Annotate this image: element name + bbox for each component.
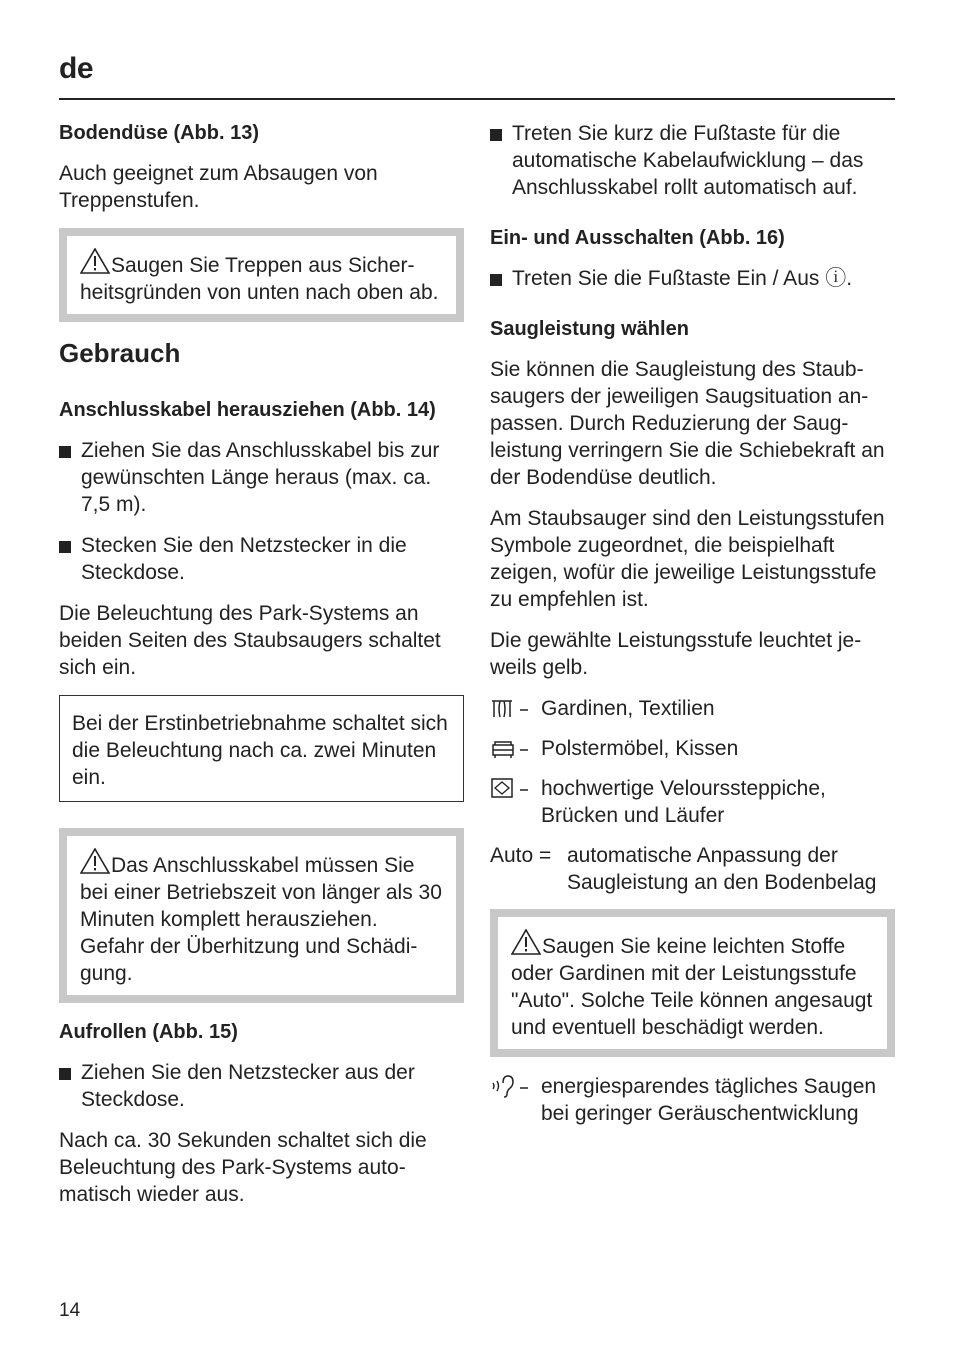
saugleistung-text-2: Am Staubsauger sind den Leistungsstufen Symbole zugeordnet, die beispielhaft zeigen, wofür die jeweilige Leistungsstufe zu empfehlen ist. (490, 507, 885, 611)
carpet-icon (490, 775, 540, 802)
language-tag: de (59, 52, 94, 85)
warning-box-stairs (59, 228, 464, 322)
symbol-text: energiesparendes tägliches Saugen bei geringer Geräuschentwicklung (541, 1075, 877, 1125)
symbol-text: Gardinen, Textilien (541, 697, 715, 720)
list-item (490, 265, 895, 292)
list-item-text: Treten Sie die Fußtaste Ein / Aus ⓘ. (512, 267, 853, 290)
symbol-text: Polstermöbel, Kissen (541, 737, 739, 760)
warning-text: Das Anschlusskabel müssen Sie bei einer Betriebszeit von länger als 30 Minuten komplett herausziehen. Gefahr der Überhitzung und Schädigung. (80, 854, 442, 985)
section-title-gebrauch: Gebrauch (59, 338, 181, 368)
note-box: Bei der Erstinbetriebnahme schaltet sich die Beleuchtung nach ca. zwei Minuten ein. (59, 695, 464, 802)
bullet-square-icon (59, 446, 71, 458)
beleuchtung-text: Die Beleuchtung des Park-Systems an beiden Seiten des Staubsaugers schaltet sich ein. (59, 602, 441, 679)
symbol-row-carpet (490, 775, 895, 829)
page-number: 14 (59, 1300, 81, 1321)
warning-triangle-icon (511, 929, 541, 955)
list-item (59, 532, 464, 586)
warning-triangle-icon (80, 248, 110, 274)
symbol-row-eco (490, 1073, 895, 1127)
list-item-text: Ziehen Sie das Anschlusskabel bis zur gewünschten Länge heraus (max. ca. 7,5 m). (81, 439, 440, 516)
aufrollen-heading: Aufrollen (Abb. 15) (59, 1021, 238, 1043)
auto-row (490, 842, 895, 896)
kabel-heading: Anschlusskabel herausziehen (Abb. 14) (59, 399, 436, 421)
right-column (490, 120, 895, 1140)
auto-text: automatische Anpassung der Saugleistung an den Bodenbelag (567, 844, 877, 894)
saugleistung-text-1: Sie können die Saugleistung des Staubsaugers der jeweiligen Saugsituation anpassen. Durch Reduzierung der Saugleistung verringern Sie die Schiebekraft an der Bodendüse deutlich. (490, 358, 885, 489)
warning-text: Saugen Sie Treppen aus Sicherheitsgründen von unten nach oben ab. (80, 254, 439, 304)
list-item (490, 120, 895, 201)
list-item (59, 1059, 464, 1113)
warning-text: Saugen Sie keine leichten Stoffe oder Gardinen mit der Leistungsstufe "Auto". Solche Teile können angesaugt und eventuell beschädigt werden. (511, 935, 873, 1039)
left-column (59, 120, 464, 1222)
bodenduese-heading: Bodendüse (Abb. 13) (59, 122, 260, 144)
bullet-square-icon (59, 1068, 71, 1080)
list-item-text: Treten Sie kurz die Fußtaste für die automatische Kabelaufwicklung – das Anschlusskabel rollt automatisch auf. (512, 122, 864, 199)
warning-box-auto (490, 909, 895, 1057)
armchair-icon (490, 735, 540, 762)
curtain-icon (490, 695, 540, 722)
list-item (59, 437, 464, 518)
header-rule (59, 98, 895, 100)
warning-box-cable (59, 828, 464, 1003)
bodenduese-text: Auch geeignet zum Absaugen von Treppenstufen. (59, 162, 378, 212)
warning-triangle-icon (80, 848, 110, 874)
bullet-square-icon (490, 129, 502, 141)
symbol-text: hochwertige Velourssteppiche, Brücken und Läufer (541, 777, 826, 827)
saugleistung-heading: Saugleistung wählen (490, 318, 689, 340)
aufrollen-text: Nach ca. 30 Sekunden schaltet sich die Beleuchtung des Park-Systems automatisch wieder aus. (59, 1129, 427, 1206)
symbol-row-curtain (490, 695, 895, 722)
list-item-text: Stecken Sie den Netzstecker in die Steckdose. (81, 534, 407, 584)
ein-aus-heading: Ein- und Ausschalten (Abb. 16) (490, 227, 785, 249)
bullet-square-icon (59, 541, 71, 553)
list-item-text: Ziehen Sie den Netzstecker aus der Steckdose. (81, 1061, 415, 1111)
bullet-square-icon (490, 274, 502, 286)
auto-label: Auto = (490, 844, 552, 867)
ear-silent-icon (490, 1073, 540, 1100)
saugleistung-text-3: Die gewählte Leistungsstufe leuchtet jeweils gelb. (490, 629, 862, 679)
symbol-row-armchair (490, 735, 895, 762)
